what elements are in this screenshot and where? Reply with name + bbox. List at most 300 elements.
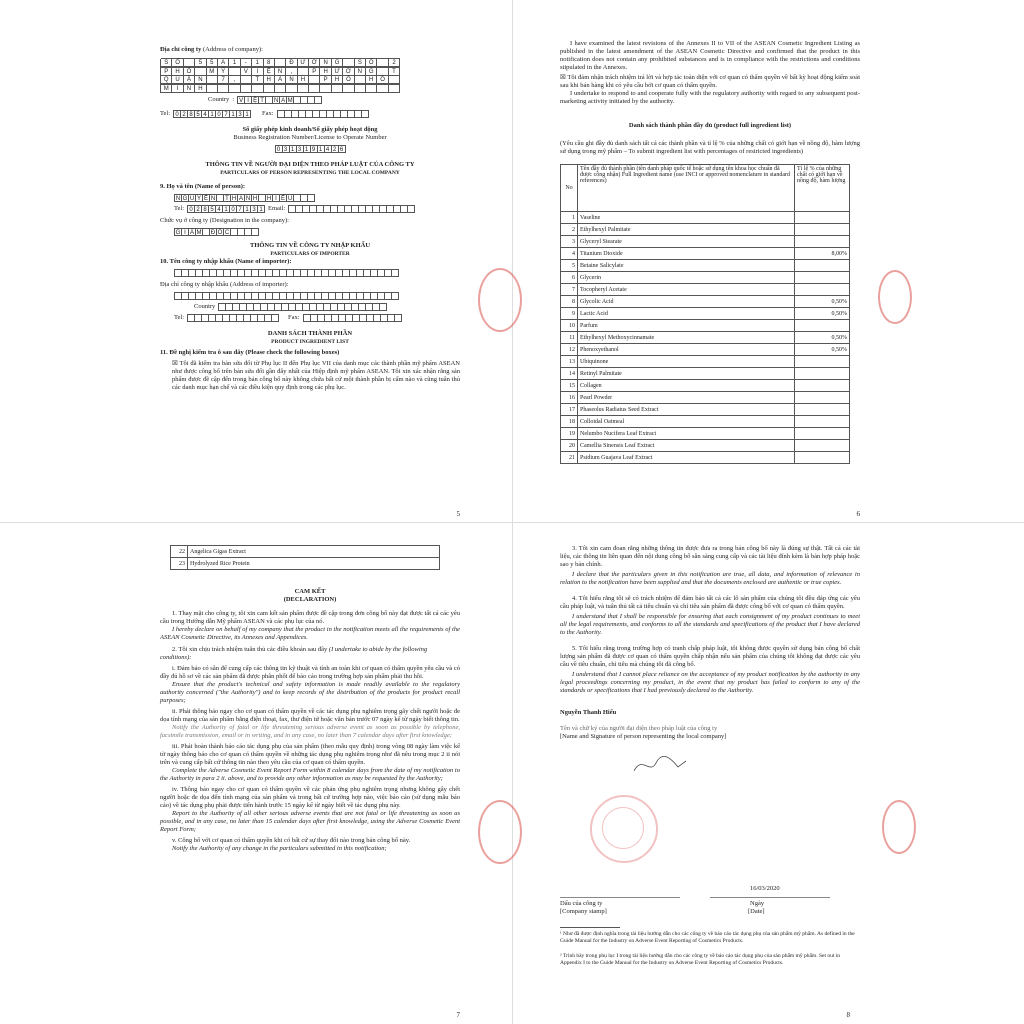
char-box [338, 303, 345, 311]
reg-row [160, 145, 460, 153]
ingredient-name: Colloidal Oatmeal [578, 416, 795, 428]
address-char-box: Đ [286, 58, 297, 67]
char-box: A [238, 195, 243, 202]
ingredient-name: Betaine Salicylate [578, 260, 795, 272]
tel-row [160, 110, 460, 118]
char-box [265, 314, 272, 322]
address-char-box: T [252, 75, 263, 84]
address-char-box [241, 84, 252, 93]
char-box: N [273, 97, 279, 104]
char-box [195, 314, 202, 322]
char-box [272, 314, 279, 322]
ingredient-no: 23 [171, 558, 188, 570]
reg-title-en: Business Registration Number/License to Operate Number [233, 133, 387, 141]
address-char-box: S [355, 58, 366, 67]
char-box [373, 303, 380, 311]
page-divider-horizontal [0, 522, 1024, 523]
importer-name-row [174, 269, 460, 277]
char-box [261, 303, 268, 311]
declaration-p1-en: I hereby declare on behalf of my company that the product in the notification meets all the requirements of the ASEAN Cosmetic Directive, its Annexes and Appendices. [160, 626, 460, 641]
char-box [317, 205, 324, 213]
char-box [210, 292, 217, 300]
char-box: 3 [237, 110, 244, 118]
char-box: Ệ [253, 97, 258, 104]
address-char-box [252, 84, 263, 93]
importer-fax-label: Fax: [288, 314, 300, 322]
address-char-box: S [161, 58, 172, 67]
char-box [238, 269, 245, 277]
char-box [373, 205, 380, 213]
address-char-box: N [320, 58, 331, 67]
ingredient-name: Camellia Sinensis Leaf Extract [578, 440, 795, 452]
char-box: 1 [304, 145, 311, 153]
ingredient-name: Angelica Gigas Extract [188, 546, 440, 558]
ingredient-no: 19 [561, 428, 578, 440]
declaration-pv-en: Notify the Authority of any change in the particulars submitted in this notification; [172, 845, 387, 852]
ingredient-pct [795, 236, 850, 248]
char-box [296, 303, 303, 311]
address-char-box: N [275, 67, 286, 76]
address-char-box [286, 84, 297, 93]
declaration-p3-en: I declare that the particulars given in this notification are true, all data, and information of relevance in relation to the notification have been supplied and that the documents enclosed are authentic or true copies. [560, 571, 860, 586]
importer-name-boxes [174, 269, 399, 277]
declaration-p4-en: I understand that I shall be responsible for ensuring that each consignment of my product continues to meet all the legal requirements, and conforms to all the standards and specifications of the product that I have declared to the Authority. [560, 613, 860, 636]
char-box [203, 269, 210, 277]
address-char-box: H [320, 67, 331, 76]
char-box [280, 292, 287, 300]
declaration-pii-en: Notify the Authority of fatal or life threatening serious adverse event as soon as possible by telephone, facsimile transmission, email or in writing, and in any case, no later than 7 calendar days after first knowledge; [160, 724, 460, 739]
char-box: M [196, 229, 202, 236]
address-char-box: U [172, 75, 183, 84]
ingredient-name: Vaseline [578, 212, 795, 224]
declaration-piii-en: Complete the Adverse Cosmetic Event Report Form within 8 calendar days from the date of my notification to the Authority in para 2 ii. above, and to provide any other information as may be requested by the Authority; [160, 767, 460, 782]
ingredient-name: Ethylhexyl Methoxycinnamate [578, 332, 795, 344]
char-box: 0 [276, 145, 283, 153]
char-box [350, 269, 357, 277]
char-box [259, 194, 266, 202]
char-box [345, 303, 352, 311]
address-char-box: Ư [298, 58, 309, 67]
char-box: 4 [325, 145, 332, 153]
ingredient-row [561, 308, 850, 320]
ingredient-pct [795, 416, 850, 428]
address-char-box: Ố [184, 67, 195, 76]
declaration-p1-vi: 1. Thay mặt cho công ty, tôi xin cam kết sản phẩm được đề cập trong đơn công bố này đạt được tất cả các yêu cầu trong Hướng dẫn Mỹ phẩm ASEAN và các phụ lục của nó. [160, 610, 460, 625]
full-list-note: (Yêu cầu ghi đầy đủ danh sách tất cả các thành phần và tỉ lệ % của những chất có giới hạn về nồng độ, hàm lượng sử dụng trong mỹ phẩm – To submit ingredient list with percentages of restricted ingredients) [560, 140, 860, 155]
address-char-box [343, 84, 354, 93]
char-box: 3 [283, 145, 290, 153]
address-char-box [218, 84, 229, 93]
char-box [387, 205, 394, 213]
char-box [259, 269, 266, 277]
char-box [357, 269, 364, 277]
ingredient-table-continued [170, 545, 440, 570]
signer-name: Nguyễn Thanh Hiếu [560, 709, 617, 716]
char-box: I [245, 96, 252, 104]
ingredient-pct [795, 452, 850, 464]
char-box [299, 110, 306, 118]
char-box [359, 303, 366, 311]
char-box: Y [196, 195, 201, 202]
ingredient-pct [795, 320, 850, 332]
char-box [240, 303, 247, 311]
ingredient-table-header [561, 165, 850, 212]
char-box [217, 269, 224, 277]
char-box: 0 [230, 205, 237, 213]
signature-mark [630, 753, 690, 777]
char-box [247, 303, 254, 311]
product-list-title: DANH SÁCH THÀNH PHẦN [267, 329, 353, 337]
company-stamp [590, 795, 658, 863]
char-box [175, 292, 182, 300]
importer-fax-boxes [303, 314, 402, 322]
ingredient-name: Glycolic Acid [578, 296, 795, 308]
char-box: A [281, 97, 286, 104]
char-box: 2 [195, 205, 202, 213]
importer-tel-label: Tel: [174, 314, 185, 322]
ingredient-pct [795, 224, 850, 236]
address-char-box: H [366, 75, 377, 84]
char-box [182, 292, 189, 300]
ingredient-no: 7 [561, 284, 578, 296]
address-char-box: , [286, 67, 297, 76]
ingredient-name: Hydrolyzed Rice Protein [188, 558, 440, 570]
ingredient-row [561, 440, 850, 452]
importer-title-en: PARTICULARS OF IMPORTER [270, 250, 350, 257]
importer-country-row [174, 303, 460, 311]
char-box [385, 292, 392, 300]
ingredient-name: Glycerin [578, 272, 795, 284]
char-box: Ễ [203, 195, 208, 202]
char-box [223, 314, 230, 322]
email-label: Email: [268, 205, 286, 213]
address-char-box: À [275, 75, 286, 84]
char-box [217, 194, 224, 202]
ingredient-name: Tocopheryl Acetate [578, 284, 795, 296]
page-6 [560, 40, 860, 518]
address-char-box: M [161, 84, 172, 93]
address-char-box: H [195, 84, 206, 93]
name-boxes [174, 194, 315, 202]
char-box: 5 [195, 110, 202, 118]
char-box: G [182, 195, 188, 202]
char-box: I [182, 228, 189, 236]
ingredient-pct: 0,50% [795, 296, 850, 308]
char-box [378, 269, 385, 277]
char-box [315, 292, 322, 300]
char-box [303, 205, 310, 213]
char-box [355, 110, 362, 118]
char-box: N [210, 195, 216, 202]
company-stamp-partial [878, 270, 912, 324]
reg-title: Số giấy phép kinh doanh/Số giấy phép hoạt động [242, 125, 378, 133]
char-box [346, 314, 353, 322]
ingredient-row [561, 416, 850, 428]
char-box [233, 303, 240, 311]
ingredient-pct [795, 260, 850, 272]
char-box [380, 303, 387, 311]
char-box [258, 314, 265, 322]
char-box [245, 292, 252, 300]
char-box: 2 [181, 110, 188, 118]
char-box [252, 292, 259, 300]
char-box [367, 314, 374, 322]
country-boxes [237, 96, 322, 104]
char-box [345, 205, 352, 213]
char-box [350, 292, 357, 300]
ingredient-row [561, 224, 850, 236]
char-box [306, 110, 313, 118]
char-box [327, 110, 334, 118]
address-char-box: N [286, 75, 297, 84]
char-box [331, 205, 338, 213]
date-value: 16/03/2020 [750, 885, 780, 892]
char-box [296, 205, 303, 213]
char-box [203, 228, 210, 236]
address-char-box: Ậ [184, 75, 195, 84]
char-box [324, 303, 331, 311]
ingredient-no: 2 [561, 224, 578, 236]
address-char-box: Ờ [309, 58, 320, 67]
char-box [301, 194, 308, 202]
ingredient-no: 6 [561, 272, 578, 284]
char-box: 4 [202, 110, 209, 118]
address-char-box: H [264, 75, 275, 84]
declaration-p5-vi: 5. Tôi hiểu rằng trong trường hợp có tranh chấp pháp luật, tôi không được quyền sử dụng bản công bố chất lượng sản phẩm đã được cơ quan có thẩm quyền chấp nhận nếu sản phẩm của chúng tôi không đạt được các yêu cầu về tiêu chuẩn, chỉ tiêu mà chúng tôi đã công bố. [560, 645, 860, 668]
char-box [294, 194, 301, 202]
char-box [210, 269, 217, 277]
stamp-label-en: [Company stamp] [560, 908, 607, 915]
declaration-pv-vi: v. Công bố với cơ quan có thẩm quyền khi có bất cứ sự thay đổi nào trong bản công bố này. [172, 837, 411, 844]
rep-tel-label: Tel: [174, 205, 185, 213]
ingredient-pct [795, 404, 850, 416]
char-box: 1 [258, 205, 265, 213]
char-box: 1 [318, 145, 325, 153]
declaration-piv-vi: iv. Thông báo ngay cho cơ quan có thẩm quyền về các phản ứng phụ nghiêm trọng nhưng không gây chết người hoặc đe dọa đến tính mạng của sản phẩm và trong bất cứ trường hợp nào, việc báo cáo (sử dụng mẫu báo cáo) về tác dụng phụ phải được tiến hành trước 15 ngày kể từ ngày biết về tác dụng phụ này. [160, 786, 460, 809]
col-no-header: No [561, 165, 578, 212]
char-box: 3 [297, 145, 304, 153]
address-char-box: 7 [218, 75, 229, 84]
importer-name-label: 10. Tên công ty nhập khẩu (Name of importer): [160, 257, 292, 265]
char-box: 1 [290, 145, 297, 153]
date-line [710, 897, 830, 898]
char-box: 1 [244, 110, 251, 118]
ingredient-row [561, 344, 850, 356]
address-char-box: P [309, 67, 320, 76]
char-box [380, 205, 387, 213]
ingredient-name: Nelumbo Nucifera Leaf Extract [578, 428, 795, 440]
ingredient-name: Collagen [578, 380, 795, 392]
declaration-p2: 2. Tôi xin chịu trách nhiệm tuân thủ các điều khoản sau đây (I undertake to abide by the following conditions): [160, 646, 428, 661]
declaration-title-en: (DECLARATION) [283, 596, 337, 603]
declaration-p3-vi: 3. Tôi xin cam đoan rằng những thông tin được đưa ra trong bản công bố này là đúng sự thật. Tất cả các tài liệu, các thông tin liên quan đến nội dung công bố sẵn sàng cung cấp và các tài liệu đính kèm là bản hợp pháp hoặc sao y bản chính. [560, 545, 860, 568]
char-box [371, 269, 378, 277]
char-box: 8 [202, 205, 209, 213]
page-number: 5 [456, 510, 460, 518]
rep-tel-boxes [187, 205, 265, 213]
ingredient-pct [795, 272, 850, 284]
char-box [366, 303, 373, 311]
ingredient-no: 13 [561, 356, 578, 368]
char-box [231, 228, 238, 236]
address-char-box: H [332, 75, 343, 84]
ingredient-row [171, 546, 440, 558]
char-box: Đ [210, 229, 216, 236]
char-box: 1 [230, 110, 237, 118]
ingredient-no: 20 [561, 440, 578, 452]
char-box [289, 205, 296, 213]
page-divider-vertical [512, 0, 513, 1024]
ingredient-name: Titanium Dioxide [578, 248, 795, 260]
char-box [322, 292, 329, 300]
char-box [364, 292, 371, 300]
designation-boxes [174, 228, 259, 236]
ingredient-no: 10 [561, 320, 578, 332]
char-box [303, 303, 310, 311]
char-box [352, 205, 359, 213]
importer-address-row [174, 292, 460, 300]
char-box [273, 292, 280, 300]
char-box: N [245, 195, 251, 202]
char-box: H [252, 195, 258, 202]
page-7 [160, 545, 460, 1019]
char-box [287, 269, 294, 277]
char-box: U [189, 195, 195, 202]
address-char-box: Q [161, 75, 172, 84]
address-char-box: I [172, 84, 183, 93]
address-char-box: Ệ [264, 67, 275, 76]
footnote-2: ² Trình bày trong phụ lục I trong tài liệu hướng dẫn cho các công ty về báo cáo tác dụng phụ của sản phẩm mỹ phẩm. Set out in Appendix I to the Guide Manual for the Industry on Adverse Event Reporting of Cosmetics Products. [560, 953, 841, 966]
address-grid [160, 59, 401, 93]
char-box [231, 269, 238, 277]
address-char-box [298, 84, 309, 93]
ingredient-no: 8 [561, 296, 578, 308]
page-8 [560, 545, 860, 1019]
char-box: Ế [280, 195, 285, 202]
address-char-box [229, 84, 240, 93]
importer-tel-row [174, 314, 460, 322]
stamp-label-vi: Dấu của công ty [560, 900, 603, 907]
char-box [336, 292, 343, 300]
address-char-box: , [229, 75, 240, 84]
ingredient-pct: 0,50% [795, 332, 850, 344]
char-box [308, 96, 315, 104]
address-char-box: 2 [389, 58, 400, 67]
address-char-box: P [320, 75, 331, 84]
declaration-pi-en: Ensure that the product's technical and safety information is made readily available to the regulatory authority concerned ("the Authority") and to keep records of the distribution of the products for product recall purposes; [160, 681, 460, 704]
company-stamp-partial [882, 800, 916, 854]
char-box [339, 314, 346, 322]
address-char-box [332, 84, 343, 93]
ingredient-pct [795, 368, 850, 380]
declaration-piv-en: Report to the Authority of all other serious adverse events that are not fatal or life threatening as soon as possible, and in any case, no later than 15 calendar days after first knowledge, using the Adverse Cosmetic Event Report Form; [160, 810, 460, 833]
address-char-box: G [332, 58, 343, 67]
declaration-piii-vi: iii. Phải hoàn thành báo cáo tác dụng phụ của sản phẩm (theo mẫu quy định) trong vòng 08 ngày làm việc kể từ ngày thông báo cho cơ quan có thẩm quyền về những tác dụng phụ nghiêm trọng như đã nêu trong mục 2 ii nói trên và cung cấp bất cứ thông tin nào theo yêu cầu của cơ quan có thẩm quyền. [160, 743, 460, 766]
address-char-box [207, 84, 218, 93]
char-box [245, 228, 252, 236]
char-box [182, 269, 189, 277]
char-box [360, 314, 367, 322]
char-box [231, 292, 238, 300]
designation-row [174, 228, 460, 236]
declaration-p4-vi: 4. Tôi hiểu rằng tôi sẽ có trách nhiệm để đảm bảo tất cả các lô sản phẩm của chúng tôi đều đáp ứng các yêu cầu pháp luật, và tuân thủ tất cả tiêu chuẩn và chỉ tiêu sản phẩm đã được công bố với cơ quan có thẩm quyền. [560, 595, 860, 610]
char-box: 1 [223, 205, 230, 213]
ingredient-row [561, 296, 850, 308]
rep-tel-row [174, 205, 460, 213]
ingredient-row [561, 236, 850, 248]
char-box [315, 96, 322, 104]
char-box [385, 269, 392, 277]
ingredient-pct: 0,50% [795, 344, 850, 356]
char-box [362, 110, 369, 118]
ingredient-name: Psidium Guajava Leaf Extract [578, 452, 795, 464]
char-box [289, 303, 296, 311]
ingredient-row [561, 272, 850, 284]
ingredient-no: 17 [561, 404, 578, 416]
name-row [174, 194, 460, 202]
char-box [266, 96, 273, 104]
char-box: M [287, 97, 293, 104]
ingredient-row [561, 356, 850, 368]
char-box: 0 [188, 205, 195, 213]
company-stamp-partial [478, 268, 522, 332]
char-box: G [175, 229, 181, 236]
char-box [308, 269, 315, 277]
char-box: 0 [216, 110, 223, 118]
ingredient-no: 16 [561, 392, 578, 404]
char-box [332, 314, 339, 322]
full-list-title: Danh sách thành phần đầy đủ (product full ingredient list) [628, 122, 792, 129]
ingredient-no: 22 [171, 546, 188, 558]
ingredient-pct [795, 440, 850, 452]
ingredient-no: 9 [561, 308, 578, 320]
ingredient-row [561, 260, 850, 272]
char-box: T [259, 96, 266, 104]
char-box [322, 269, 329, 277]
importer-country-label: Country [194, 303, 216, 311]
char-box: 3 [251, 205, 258, 213]
page-5 [160, 40, 460, 518]
char-box [334, 110, 341, 118]
char-box [238, 228, 245, 236]
ingredient-name: Pearl Powder [578, 392, 795, 404]
ingredient-name: Lactic Acid [578, 308, 795, 320]
ingredient-pct [795, 428, 850, 440]
declaration-p5-en: I understand that I cannot place reliance on the acceptance of my product notification by the authority in any legal proceedings concerning my product, in the event that my product has failed to conform to any of the standards or specifications that I had previously declared to the Authority. [560, 671, 860, 694]
name-label: 9. Họ và tên (Name of person): [160, 182, 246, 190]
char-box: 0 [174, 110, 181, 118]
tel-label: Tel: [160, 110, 171, 118]
address-char-box: 1 [229, 58, 240, 67]
ingredient-row [561, 392, 850, 404]
ingredient-row [561, 248, 850, 260]
char-box: V [239, 97, 244, 104]
ingredient-row [561, 320, 850, 332]
intro-text: I have examined the latest revisions of the Annexes II to VII of the ASEAN Cosmetic Ingredient Listing as published in the latest amendment of the ASEAN Cosmetic Directive and confirmed that the product in this notification does not contain any prohibited substances and is in compliance with the restrictions and conditions stipulated in the Annexes. [560, 40, 860, 71]
char-box [318, 314, 325, 322]
char-box [401, 205, 408, 213]
footnote-1: ¹ Như đã được định nghĩa trong tài liệu hướng dẫn cho các công ty về báo cáo tác dụng phụ của sản phẩm mỹ phẩm. As defined in the Guide Manual for the Industry on Adverse Event Reporting of Cosmetics Products. [560, 931, 855, 944]
char-box [394, 205, 401, 213]
char-box [273, 269, 280, 277]
col-pct-header: Tỉ lệ % của những chất có giới hạn về nồng độ, hàm lượng [795, 165, 850, 212]
ingredient-no: 11 [561, 332, 578, 344]
char-box: 9 [311, 145, 318, 153]
char-box [203, 292, 210, 300]
char-box [343, 269, 350, 277]
address-char-box: P [161, 67, 172, 76]
char-box: H [266, 195, 272, 202]
